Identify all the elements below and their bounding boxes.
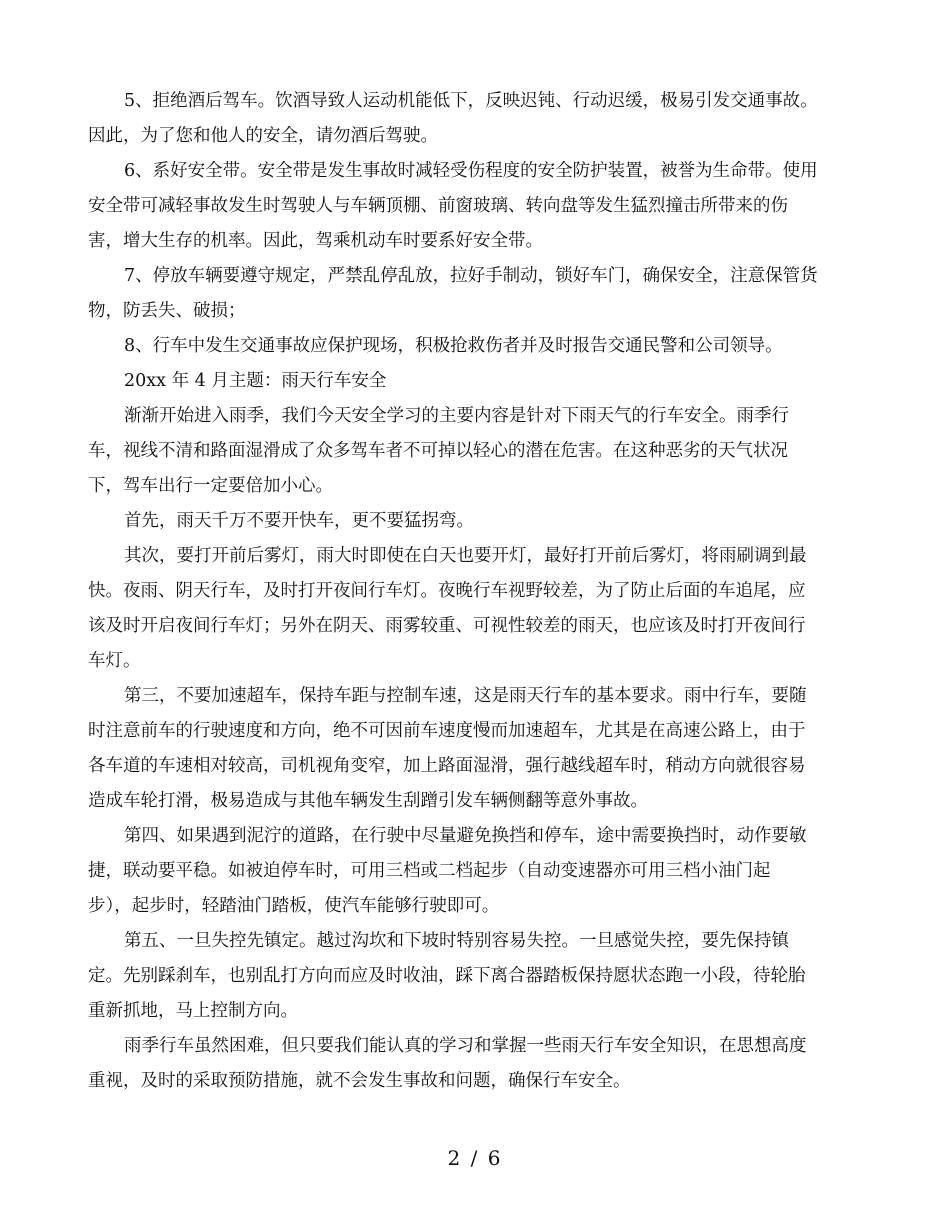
paragraph-line: 快。夜雨、阴天行车，及时打开夜间行车灯。夜晚行车视野较差，为了防止后面的车追尾，应 <box>88 581 806 601</box>
paragraph <box>88 821 862 921</box>
paragraph <box>88 331 862 361</box>
paragraph <box>88 261 862 326</box>
paragraph <box>88 156 862 256</box>
paragraph-line: 重视，及时的采取预防措施，就不会发生事故和问题，确保行车安全。 <box>88 1071 631 1091</box>
paragraph-line: 安全带可减轻事故发生时驾驶人与车辆顶棚、前窗玻璃、转向盘等发生猛烈撞击所带来的伤 <box>88 196 788 216</box>
document-body <box>88 86 862 1101</box>
paragraph-line: 下，驾车出行一定要倍加小心。 <box>88 476 333 496</box>
paragraph-line: 步），起步时，轻踏油门踏板，使汽车能够行驶即可。 <box>88 896 500 916</box>
paragraph-line: 车灯。 <box>88 651 141 671</box>
paragraph-line: 8、行车中发生交通事故应保护现场，积极抢救伤者并及时报告交通民警和公司领导。 <box>124 336 783 356</box>
paragraph-line: 6、系好安全带。安全带是发生事故时减轻受伤程度的安全防护装置，被誉为生命带。使用 <box>124 161 818 181</box>
paragraph-line: 其次，要打开前后雾灯，雨大时即使在白天也要开灯，最好打开前后雾灯，将雨刷调到最 <box>124 546 807 566</box>
paragraph-line: 第五、一旦失控先镇定。越过沟坎和下坡时特别容易失控。一旦感觉失控，要先保持镇 <box>124 931 789 951</box>
paragraph-line: 定。先别踩刹车，也别乱打方向而应及时收油，踩下离合器踏板保持愿状态跑一小段，待轮胎 <box>88 966 806 986</box>
paragraph-line: 害，增大生存的机率。因此，驾乘机动车时要系好安全带。 <box>88 231 543 251</box>
paragraph <box>88 506 862 536</box>
paragraph <box>88 366 862 396</box>
paragraph-line: 雨季行车虽然困难，但只要我们能认真的学习和掌握一些雨天行车安全知识，在思想高度 <box>124 1036 807 1056</box>
paragraph <box>88 681 862 816</box>
paragraph-line: 首先，雨天千万不要开快车，更不要猛拐弯。 <box>124 511 474 531</box>
paragraph-line: 造成车轮打滑，极易造成与其他车辆发生刮蹭引发车辆侧翻等意外事故。 <box>88 791 648 811</box>
paragraph-line: 该及时开启夜间行车灯；另外在阴天、雨雾较重、可视性较差的雨天，也应该及时打开夜间行 <box>88 616 806 636</box>
paragraph <box>88 1031 862 1096</box>
paragraph-line: 20xx 年 4 月主题：雨天行车安全 <box>124 371 387 391</box>
paragraph-line: 时注意前车的行驶速度和方向，绝不可因前车速度慢而加速超车，尤其是在高速公路上，由于 <box>88 721 806 741</box>
paragraph-line: 重新抓地，马上控制方向。 <box>88 1001 298 1021</box>
paragraph-line: 因此，为了您和他人的安全，请勿酒后驾驶。 <box>88 126 438 146</box>
page-number: 2 / 6 <box>447 1146 503 1170</box>
paragraph-line: 各车道的车速相对较高，司机视角变窄，加上路面湿滑，强行越线超车时，稍动方向就很容易 <box>88 756 806 776</box>
paragraph-line: 捷，联动要平稳。如被迫停车时，可用三档或二档起步（自动变速器亦可用三档小油门起 <box>88 861 771 881</box>
paragraph-line: 7、停放车辆要遵守规定，严禁乱停乱放，拉好手制动，锁好车门，确保安全，注意保管货 <box>124 266 818 286</box>
paragraph-line: 车，视线不清和路面湿滑成了众多驾车者不可掉以轻心的潜在危害。在这种恶劣的天气状况 <box>88 441 788 461</box>
paragraph-line: 第三，不要加速超车，保持车距与控制车速，这是雨天行车的基本要求。雨中行车，要随 <box>124 686 807 706</box>
paragraph-line: 物，防丢失、破损； <box>88 301 246 321</box>
paragraph-line: 5、拒绝酒后驾车。饮酒导致人运动机能低下，反映迟钝、行动迟缓，极易引发交通事故。 <box>124 91 818 111</box>
paragraph-line: 第四、如果遇到泥泞的道路，在行驶中尽量避免换挡和停车，途中需要换挡时，动作要敏 <box>124 826 807 846</box>
paragraph <box>88 401 862 501</box>
paragraph <box>88 926 862 1026</box>
paragraph <box>88 541 862 676</box>
paragraph-line: 渐渐开始进入雨季，我们今天安全学习的主要内容是针对下雨天气的行车安全。雨季行 <box>124 406 789 426</box>
paragraph <box>88 86 862 151</box>
